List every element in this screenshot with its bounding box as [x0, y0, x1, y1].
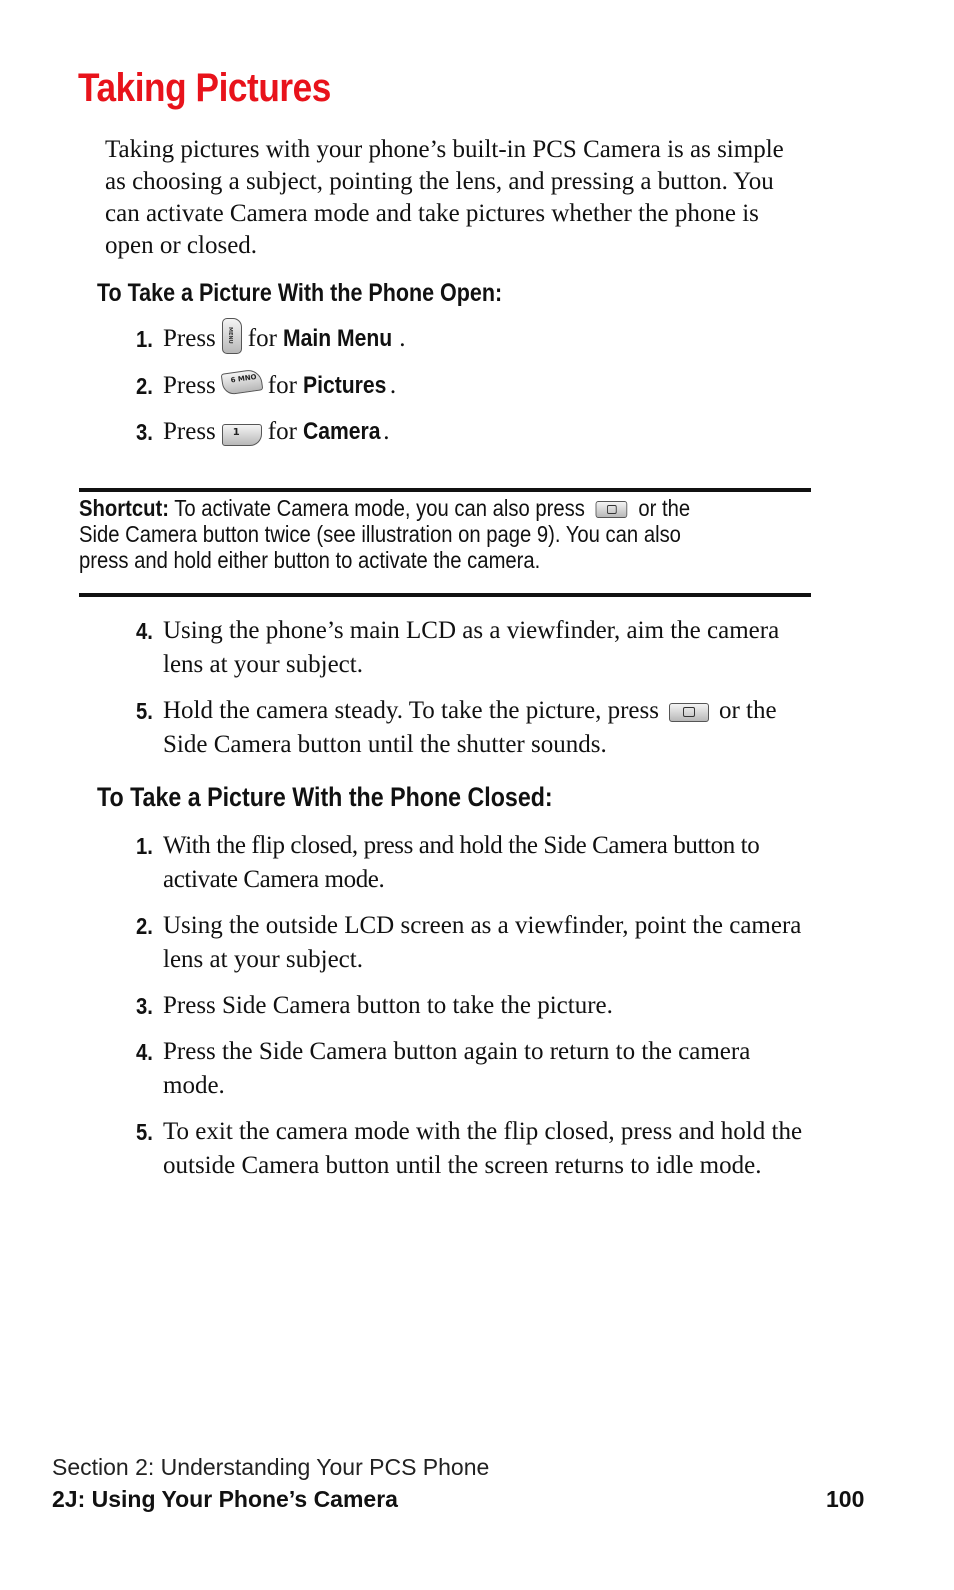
step-number: 1. — [136, 833, 153, 859]
open-step-4 — [136, 614, 816, 682]
step-number: 2. — [136, 913, 153, 939]
step-number: 1. — [136, 326, 153, 352]
heading-phone-closed: To Take a Picture With the Phone Closed: — [97, 782, 553, 812]
shortcut-text: To activate Camera mode, you can also press — [174, 495, 585, 521]
step-text: Hold the camera steady. To take the picture, press — [163, 697, 659, 724]
menu-key-icon — [222, 318, 242, 354]
shortcut-label: Shortcut: — [79, 495, 169, 521]
step-number: 5. — [136, 1119, 153, 1145]
shortcut-note — [79, 495, 735, 573]
step-number: 3. — [136, 419, 153, 445]
footer-section-title: Section 2: Understanding Your PCS Phone — [52, 1454, 490, 1480]
step-end: . — [389, 372, 397, 399]
shortcut-text: or the Side Camera button twice (see illustration on page 9). You can also press and hold either button to activate the camera. — [79, 495, 691, 573]
step-number: 5. — [136, 698, 153, 724]
closed-step-2 — [136, 909, 816, 977]
footer-chapter-title: 2J: Using Your Phone’s Camera — [52, 1486, 398, 1512]
camera-key-icon — [596, 501, 628, 518]
step-text: With the flip closed, press and hold the Side Camera button to activate Camera mode. — [163, 832, 760, 893]
step-text: Press the Side Camera button again to return to the camera mode. — [163, 1038, 751, 1099]
step-number: 4. — [136, 1039, 153, 1065]
page-title: Taking Pictures — [78, 66, 331, 110]
key-6-icon — [220, 369, 263, 396]
step-text: or the Side Camera button until the shutter sounds. — [163, 697, 777, 758]
menu-target-camera: Camera — [303, 418, 381, 445]
step-text: Press Side Camera button to take the picture. — [163, 992, 613, 1019]
open-step-3 — [136, 415, 816, 449]
menu-target-main-menu: Main Menu — [283, 325, 393, 352]
open-step-1 — [136, 322, 816, 358]
step-text: for — [267, 418, 297, 445]
step-text: Press — [163, 418, 216, 445]
step-text: Using the outside LCD screen as a viewfinder, point the camera lens at your subject. — [163, 912, 802, 973]
camera-key-icon — [669, 703, 709, 722]
step-number: 3. — [136, 993, 153, 1019]
step-text: Press — [163, 325, 216, 352]
step-text: Using the phone’s main LCD as a viewfinder, aim the camera lens at your subject. — [163, 617, 780, 678]
step-end: . — [399, 325, 406, 352]
closed-step-4 — [136, 1035, 816, 1103]
step-text: for — [267, 372, 297, 399]
step-text: To exit the camera mode with the flip closed, press and hold the outside Camera button until the screen returns to idle mode. — [163, 1118, 803, 1179]
page-number: 100 — [826, 1486, 865, 1512]
intro-paragraph: Taking pictures with your phone’s built-in PCS Camera is as simple as choosing a subject, pointing the lens, and pressing a button. You can activate Camera mode and take pictures whether the phone is open or closed. — [105, 136, 784, 259]
step-end: . — [383, 418, 390, 445]
step-text: for — [247, 325, 277, 352]
closed-step-5 — [136, 1115, 816, 1183]
shortcut-rule-bottom — [79, 593, 811, 597]
closed-step-1 — [136, 829, 816, 897]
menu-target-pictures: Pictures — [303, 372, 387, 399]
heading-phone-open: To Take a Picture With the Phone Open: — [97, 279, 503, 307]
step-number: 4. — [136, 618, 153, 644]
open-step-2 — [136, 369, 816, 403]
step-text: Press — [163, 372, 216, 399]
step-number: 2. — [136, 373, 153, 399]
key-1-icon — [222, 424, 262, 446]
closed-step-3 — [136, 989, 816, 1023]
shortcut-rule-top — [79, 488, 811, 492]
open-step-5 — [136, 694, 816, 762]
